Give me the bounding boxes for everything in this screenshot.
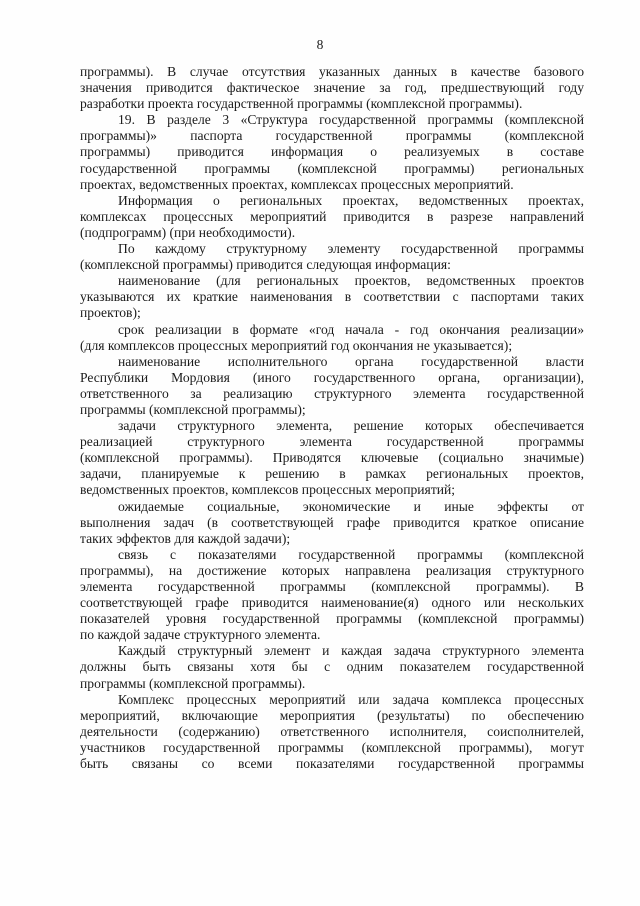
text-line: значения приводится фактическое значение за год, предшествующий году: [80, 80, 584, 96]
text-line: таких эффектов для каждой задачи);: [80, 530, 291, 546]
text-line: наименование исполнительного органа государственной власти: [118, 353, 584, 369]
text-line: показателей уровня государственной программы (комплексной программы): [80, 611, 584, 627]
text-line: Комплекс процессных мероприятий или задача комплекса процессных: [118, 691, 584, 707]
text-line: элемента государственной программы (комплексной программы). В: [80, 579, 584, 594]
text-line: программы (комплексной программы);: [80, 401, 306, 417]
page-number: 8: [316, 37, 324, 52]
text-line: Республики Мордовия (иного государственного органа, организации),: [80, 369, 584, 385]
paragraph: [80, 193, 584, 241]
paragraph: [80, 322, 584, 354]
text-line: наименование (для региональных проектов, ведомственных проектов: [118, 273, 584, 289]
paragraph: [80, 418, 584, 498]
text-line: комплексах процессных мероприятий приводится в разрезе направлений: [80, 208, 584, 224]
text-line: разработки проекта государственной программы (комплексной программы).: [80, 96, 523, 112]
text-line: программы), на достижение которых направлена реализация структурного: [80, 562, 584, 578]
text-line: программы) приводится информация о реализуемых в составе: [80, 144, 584, 160]
text-line: государственной программы (комплексной программы) региональных: [80, 160, 584, 176]
paragraph: [80, 692, 584, 772]
text-line: программы)» паспорта государственной программы (комплексной: [80, 128, 584, 144]
text-line: выполнения задач (в соответствующей графе приводится краткое описание: [80, 514, 584, 530]
text-line: деятельности (содержанию) ответственного исполнителя, соисполнителей,: [80, 723, 584, 739]
text-line: реализацией структурного элемента государственной программы: [80, 434, 584, 450]
paragraph: [80, 547, 584, 644]
text-line: связь с показателями государственной программы (комплексной: [118, 546, 584, 562]
text-line: программы (комплексной программы).: [80, 675, 306, 691]
text-line: ожидаемые социальные, экономические и иные эффекты от: [118, 498, 584, 514]
text-line: (комплексной программы) приводится следующая информация:: [80, 257, 451, 273]
paragraph: [80, 64, 584, 112]
text-line: (подпрограмм) (при необходимости).: [80, 224, 296, 240]
paragraph: [80, 273, 584, 321]
text-line: программы). В случае отсутствия указанных данных в качестве базового: [80, 64, 584, 79]
text-line: По каждому структурному элементу государственной программы: [118, 241, 584, 257]
paragraph: [80, 643, 584, 691]
text-line: должны быть связаны хотя бы с одним показателем государственной: [80, 659, 584, 675]
paragraph: [80, 499, 584, 547]
text-line: быть связаны со всеми показателями государственной программы: [80, 756, 584, 772]
text-line: ведомственных проектов, комплексов процессных мероприятий;: [80, 482, 456, 498]
text-line: Каждый структурный элемент и каждая задача структурного элемента: [118, 643, 584, 659]
text-line: (для комплексов процессных мероприятий год окончания не указывается);: [80, 337, 513, 353]
text-line: проектах, ведомственных проектах, комплексах процессных мероприятий.: [80, 176, 514, 192]
text-line: указываются их краткие наименования в соответствии с паспортами таких: [80, 289, 584, 305]
text-line: мероприятий, включающие мероприятия (результаты) по обеспечению: [80, 707, 584, 723]
text-line: проектов);: [80, 305, 141, 321]
text-line: (комплексной программы). Приводятся ключевые (социально значимые): [80, 450, 584, 466]
paragraph: [80, 354, 584, 418]
text-line: соответствующей графе приводится наименование(я) одного или нескольких: [80, 595, 584, 611]
text-line: Информация о региональных проектах, ведомственных проектах,: [118, 192, 584, 208]
text-line: ответственного за реализацию структурного элемента государственной: [80, 385, 584, 401]
text-line: 19. В разделе 3 «Структура государственной программы (комплексной: [118, 112, 584, 128]
text-line: участников государственной программы (комплексной программы), могут: [80, 739, 584, 755]
text-line: по каждой задаче структурного элемента.: [80, 627, 321, 643]
paragraph: [80, 112, 584, 192]
text-line: задачи, планируемые к решению в рамках региональных проектов,: [80, 466, 584, 482]
paragraph: [80, 241, 584, 273]
document-body: [80, 64, 584, 772]
text-line: срок реализации в формате «год начала - год окончания реализации»: [118, 321, 584, 337]
text-line: задачи структурного элемента, решение которых обеспечивается: [118, 418, 584, 434]
